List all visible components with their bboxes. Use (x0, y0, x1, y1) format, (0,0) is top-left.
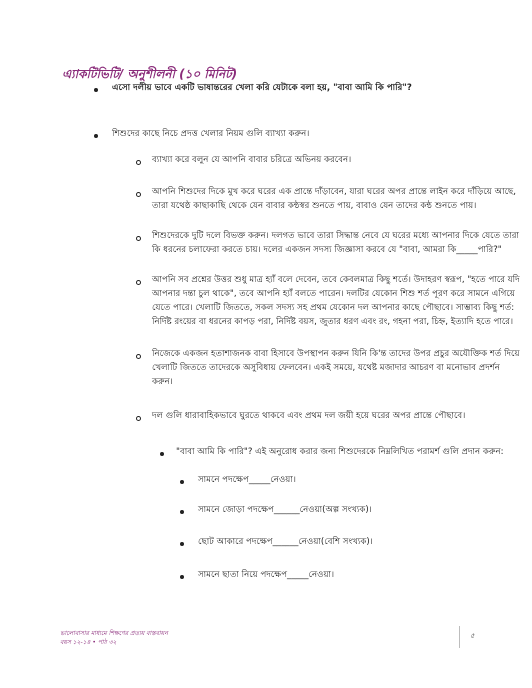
bullet-icon (180, 542, 184, 546)
circle-bullet-icon (136, 236, 141, 241)
footer-title: ভালোবাসার মাধ্যমে শিক্ষণের প্রত্যয় বাস্তবায়ন (60, 630, 168, 637)
step-line: নির্দিষ্ট রংয়ের বা ধরনের কাপড় পরা, নির্দিষ্ট বয়স, জুতার ধরণ এবং রং, গহনা পরা, চিহ্ন, ইত্যাদি হতে পারে। (152, 317, 514, 327)
step-line: আপনার দন্তা চুল থাকে", তবে আপনি হ্যাঁ বলতে পারেন। দলটির যেকোন শিশু শর্ত পূরণ করে সামনে এগিয়ে (152, 289, 515, 299)
step-line: নিজেকে একজন হতাশাজনক বাবা হিসাবে উপস্থাপন করুন যিনি কি'ন্ত তাদের উপর প্রচুর অযৌক্তিক শর্ত দিয়ে (152, 349, 520, 359)
step-line: করুন। (152, 377, 173, 387)
suggestion-intro-text: "বাবা আমি কি পারি"? এই অনুরোধ করার জন্য শিশুদেরকে নিম্নলিখিত পরামর্শ গুলি প্রদান করুন: (176, 447, 504, 457)
step-line: তারা যথেষ্ঠ কাছাকাছি থেকে যেন বাবার কন্ঠস্বর শুনতে পায়, বাবাও যেন তাদের কন্ঠ শুনতে পায়। (152, 201, 477, 211)
step-line: শিশুদেরকে দুটি দলে বিভক্ত করুন। দলগত ভাবে তারা সিদ্ধান্ত নেবে যে ঘরের মধ্যে আপনার দিকে যেতে তারা (152, 231, 519, 241)
step-line: আপনি সব প্রশ্নের উত্তর শুধু মাত্র হ্যাঁ বলে দেবেন, তবে কেবলমাত্র কিছু শর্তে। উদাহরণ স্বরূপ, "হতে পারে যদি (152, 275, 520, 285)
suggestion-item: সামনে ছাতা নিয়ে পদক্ষেপ_____নেওয়া। (198, 570, 335, 580)
step-line: ব্যাখ্যা করে বলুন যে আপনি বাবার চরিত্রে অভিনয় করবেন। (152, 155, 352, 165)
circle-bullet-icon (136, 160, 141, 165)
bullet-icon (160, 452, 164, 456)
bullet-icon (180, 480, 184, 484)
circle-bullet-icon (136, 192, 141, 197)
bullet-icon (94, 88, 98, 92)
bullet-icon (94, 134, 98, 138)
circle-bullet-icon (136, 416, 141, 421)
intro-text: এসো দলীয় ভাবে একটি ভাষান্তরের খেলা করি যেটাকে বলা হয়, "বাবা আমি কি পারি"? (112, 83, 412, 93)
footer-divider (459, 626, 460, 648)
page-number: ৫ (470, 632, 475, 640)
step-line: যেতে পারে। খেলাটি জিততে, সকল সদস্য সহ প্রথম যেকোন দল আপনার কাছে পৌছাবে। সাম্ভাব্য কিছু শর্ত: (152, 303, 515, 313)
circle-bullet-icon (136, 280, 141, 285)
bullet-icon (180, 575, 184, 579)
step-line: খেলাটি জিততে তাদেরকে অসুবিধায় ফেলবেন। একই সময়ে, যথেষ্ট মজাদার আচরণ বা মনোভাব প্রদর্শন (152, 363, 500, 373)
suggestion-item: ছোট আকারে পদক্ষেপ______নেওয়া(বেশি সংখ্যক)। (198, 537, 373, 547)
rules-intro-text: শিশুদের কাছে নিচে প্রদত্ত খেলার নিয়ম গুলি ব্যাখ্যা করুন। (112, 129, 310, 139)
suggestion-item: সামনে জোড়া পদক্ষেপ______নেওয়া(অল্প সংখ্যক)। (198, 505, 372, 515)
footer-subtitle: বয়স ১২-১৪ • পাঠ ৩২ (60, 639, 117, 646)
step-line: দল গুলি ধারাবাহিকভাবে ঘুরতে থাকবে এবং প্রথম দল জয়ী হয়ে ঘরের অপর প্রান্তে পৌছাবে। (152, 411, 466, 421)
circle-bullet-icon (136, 354, 141, 359)
suggestion-item: সামনে পদক্ষেপ_____নেওয়া। (198, 475, 296, 485)
activity-heading: এ্যাকটিভিটি/ অনুশীলনী (১০ মিনিট) (62, 67, 238, 81)
step-line: আপনি শিশুদের দিকে মুখ করে ঘরের এক প্রান্তে দাঁড়াবেন, যারা ঘরের অপর প্রান্তে লাইন করে দাঁড়িয়ে আছে, (152, 187, 516, 197)
step-line: কি ধরনের চলাফেরা করতে চায়। দলের একজন সদস্য জিজ্ঞাসা করবে যে "বাবা, আমরা কি_____পারি?" (152, 245, 502, 255)
bullet-icon (180, 510, 184, 514)
